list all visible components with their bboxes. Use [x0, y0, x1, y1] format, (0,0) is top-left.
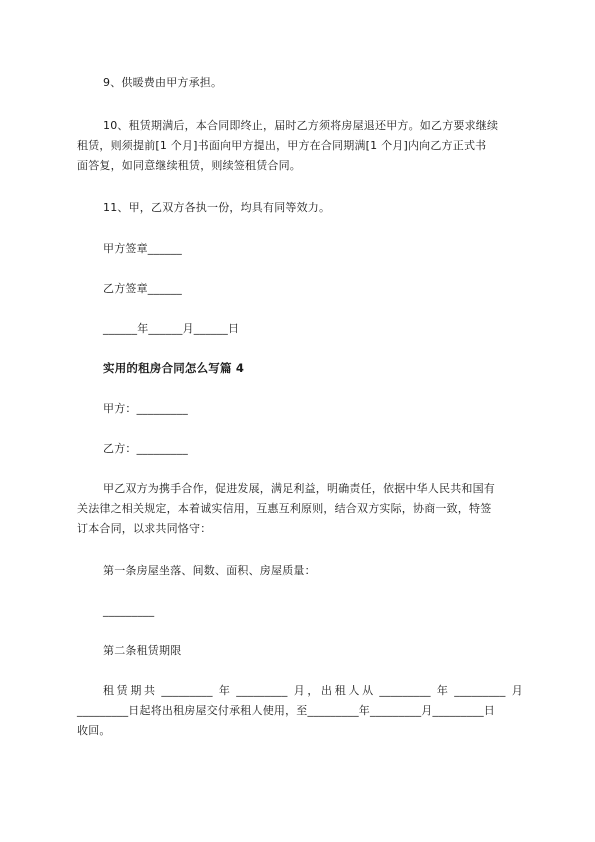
art2-blank: _________	[157, 684, 217, 697]
art2-token: 人	[348, 684, 360, 697]
clause-10-line-3: 面答复，如同意继续租赁，则续签租赁合同。	[77, 159, 301, 172]
article-2-line-1	[103, 683, 523, 698]
party-a-signature: 甲方签章______	[103, 242, 182, 255]
art2-blank: _________	[375, 684, 435, 697]
intro-line-2: 关法律之相关规定，本着诚实信用，互惠互利原则，结合双方实际，协商一致，特签	[77, 502, 492, 515]
intro-line-1: 甲乙双方为携手合作，促进发展，满足利益，明确责任，依据中华人民共和国有	[103, 482, 495, 495]
art2-token: 期	[130, 684, 142, 697]
article-2-title: 第二条租赁期限	[103, 644, 182, 657]
art2-token: 年	[436, 684, 449, 697]
art2-token: 月	[293, 684, 305, 697]
art2-token: 从	[362, 684, 374, 697]
art2-blank: _________	[450, 684, 510, 697]
clause-11: 11、甲，乙双方各执一份，均具有同等效力。	[103, 201, 331, 214]
art2-blank: _________	[232, 684, 292, 697]
art2-token: 租	[334, 684, 346, 697]
article-1-blank: _________	[103, 604, 155, 617]
art2-token: 年	[218, 684, 231, 697]
clause-9: 9、供暖费由甲方承担。	[103, 76, 223, 89]
article-1-title: 第一条房屋坐落、间数、面积、房屋质量：	[103, 564, 316, 577]
art2-token: 租	[103, 684, 115, 697]
art2-token: 月	[511, 684, 523, 697]
art2-token: ，	[307, 684, 319, 697]
clause-10-line-2: 租赁，则须提前[1 个月]书面向甲方提出，甲方在合同期满[1 个月]内向乙方正式书	[77, 139, 487, 152]
party-b-signature: 乙方签章______	[103, 282, 182, 295]
intro-line-3: 订本合同，以求共同恪守：	[77, 522, 212, 535]
art2-token: 出	[321, 684, 333, 697]
party-a-field: 甲方：_________	[103, 402, 188, 415]
art2-token: 赁	[116, 684, 128, 697]
section-heading: 实用的租房合同怎么写篇 4	[103, 361, 245, 375]
art2-token: 共	[144, 684, 156, 697]
date-line: ______年______月______日	[103, 322, 240, 335]
article-2-line-3: 收回。	[77, 724, 111, 737]
clause-10-line-1: 10、租赁期满后，本合同即终止，届时乙方须将房屋退还甲方。如乙方要求继续	[103, 119, 499, 132]
party-b-field: 乙方：_________	[103, 442, 188, 455]
article-2-line-2: _________日起将出租房屋交付承租人使用，至_________年_________月_________日	[77, 704, 495, 717]
